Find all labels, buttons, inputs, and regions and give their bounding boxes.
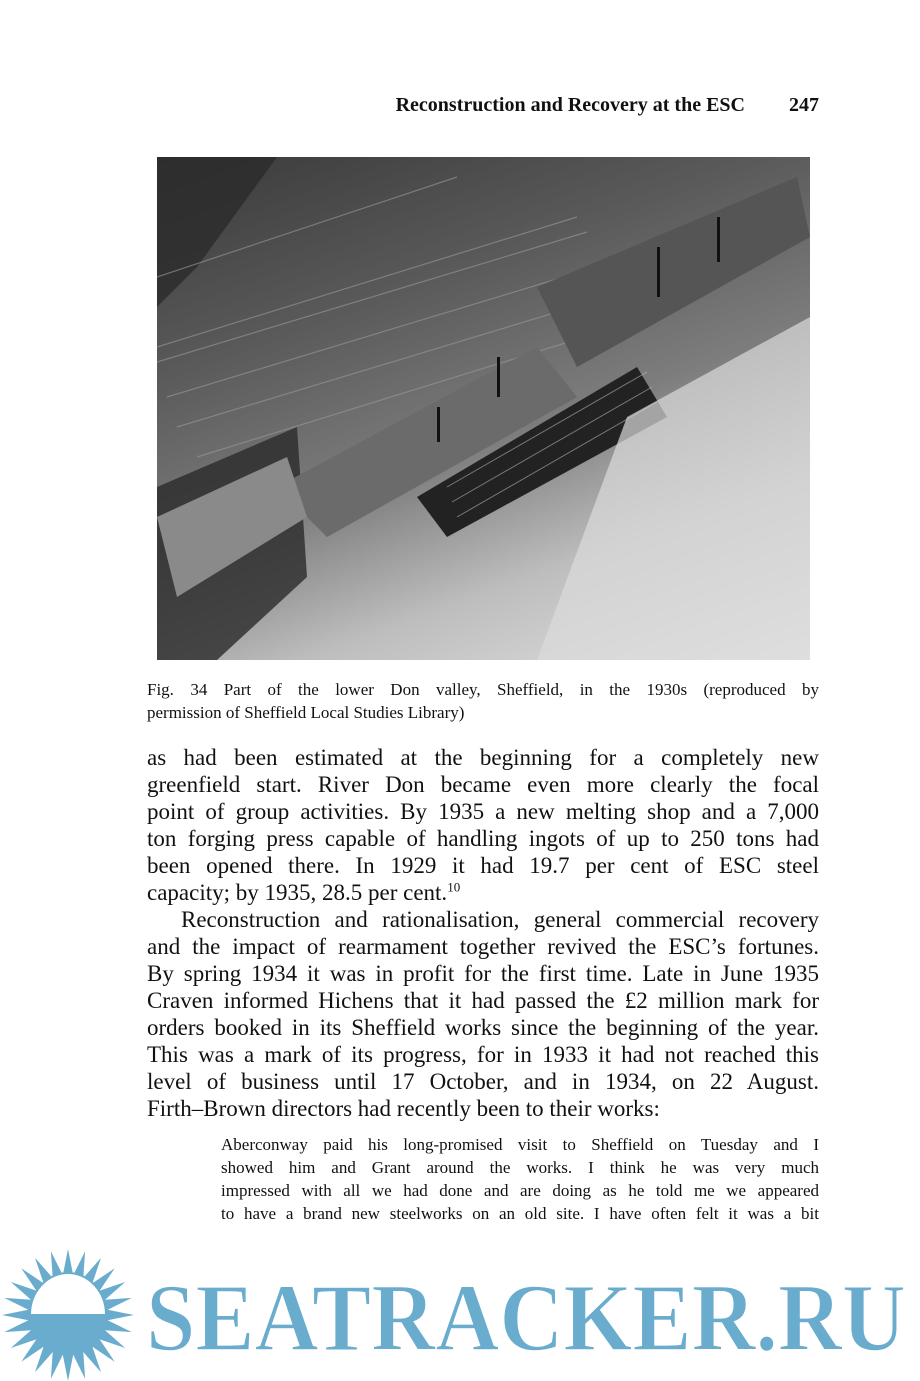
block-quote (221, 1133, 819, 1225)
text-line-content: capacity; by 1935, 28.5 per cent. (147, 880, 448, 905)
text-line: point of group activities. By 1935 a new melting shop and a 7,000 (147, 799, 819, 824)
caption-line: Fig. 34 Part of the lower Don valley, Sheffield, in the 1930s (reproduced by (147, 680, 819, 699)
caption-line: permission of Sheffield Local Studies Library) (147, 703, 465, 722)
text-line: By spring 1934 it was in profit for the first time. Late in June 1935 (147, 961, 819, 986)
figure-caption (147, 678, 819, 724)
page-number: 247 (789, 94, 819, 116)
body-text (147, 744, 819, 1122)
text-line: been opened there. In 1929 it had 19.7 per cent of ESC steel (147, 853, 819, 878)
quote-line: to have a brand new steelworks on an old site. I have often felt it was a bit (221, 1204, 819, 1223)
quote-line: showed him and Grant around the works. I think he was very much (221, 1158, 819, 1177)
text-line: ton forging press capable of handling ingots of up to 250 tons had (147, 826, 819, 851)
watermark-text: SEATRACKER.RU (146, 1264, 906, 1371)
running-head-title: Reconstruction and Recovery at the ESC (395, 94, 745, 116)
text-line: orders booked in its Sheffield works since the beginning of the year. (147, 1015, 819, 1040)
watermark-logo (0, 1245, 920, 1381)
text-line: level of business until 17 October, and in 1934, on 22 August. (147, 1069, 819, 1094)
text-line (147, 879, 819, 906)
figure-photo-don-valley (157, 157, 810, 660)
quote-line: Aberconway paid his long-promised visit to Sheffield on Tuesday and I (221, 1135, 819, 1154)
text-line: and the impact of rearmament together revived the ESC’s fortunes. (147, 934, 819, 959)
text-line: Reconstruction and rationalisation, general commercial recovery (181, 907, 819, 932)
text-line: This was a mark of its progress, for in 1933 it had not reached this (147, 1042, 819, 1067)
quote-line: impressed with all we had done and are doing as he told me we appeared (221, 1181, 819, 1200)
text-line: greenfield start. River Don became even more clearly the focal (147, 772, 819, 797)
sun-icon (2, 1249, 134, 1381)
text-line: Firth–Brown directors had recently been to their works: (147, 1096, 660, 1121)
footnote-reference: 10 (447, 879, 461, 895)
text-line: as had been estimated at the beginning for a completely new (147, 745, 819, 770)
text-line: Craven informed Hichens that it had passed the £2 million mark for (147, 988, 819, 1013)
